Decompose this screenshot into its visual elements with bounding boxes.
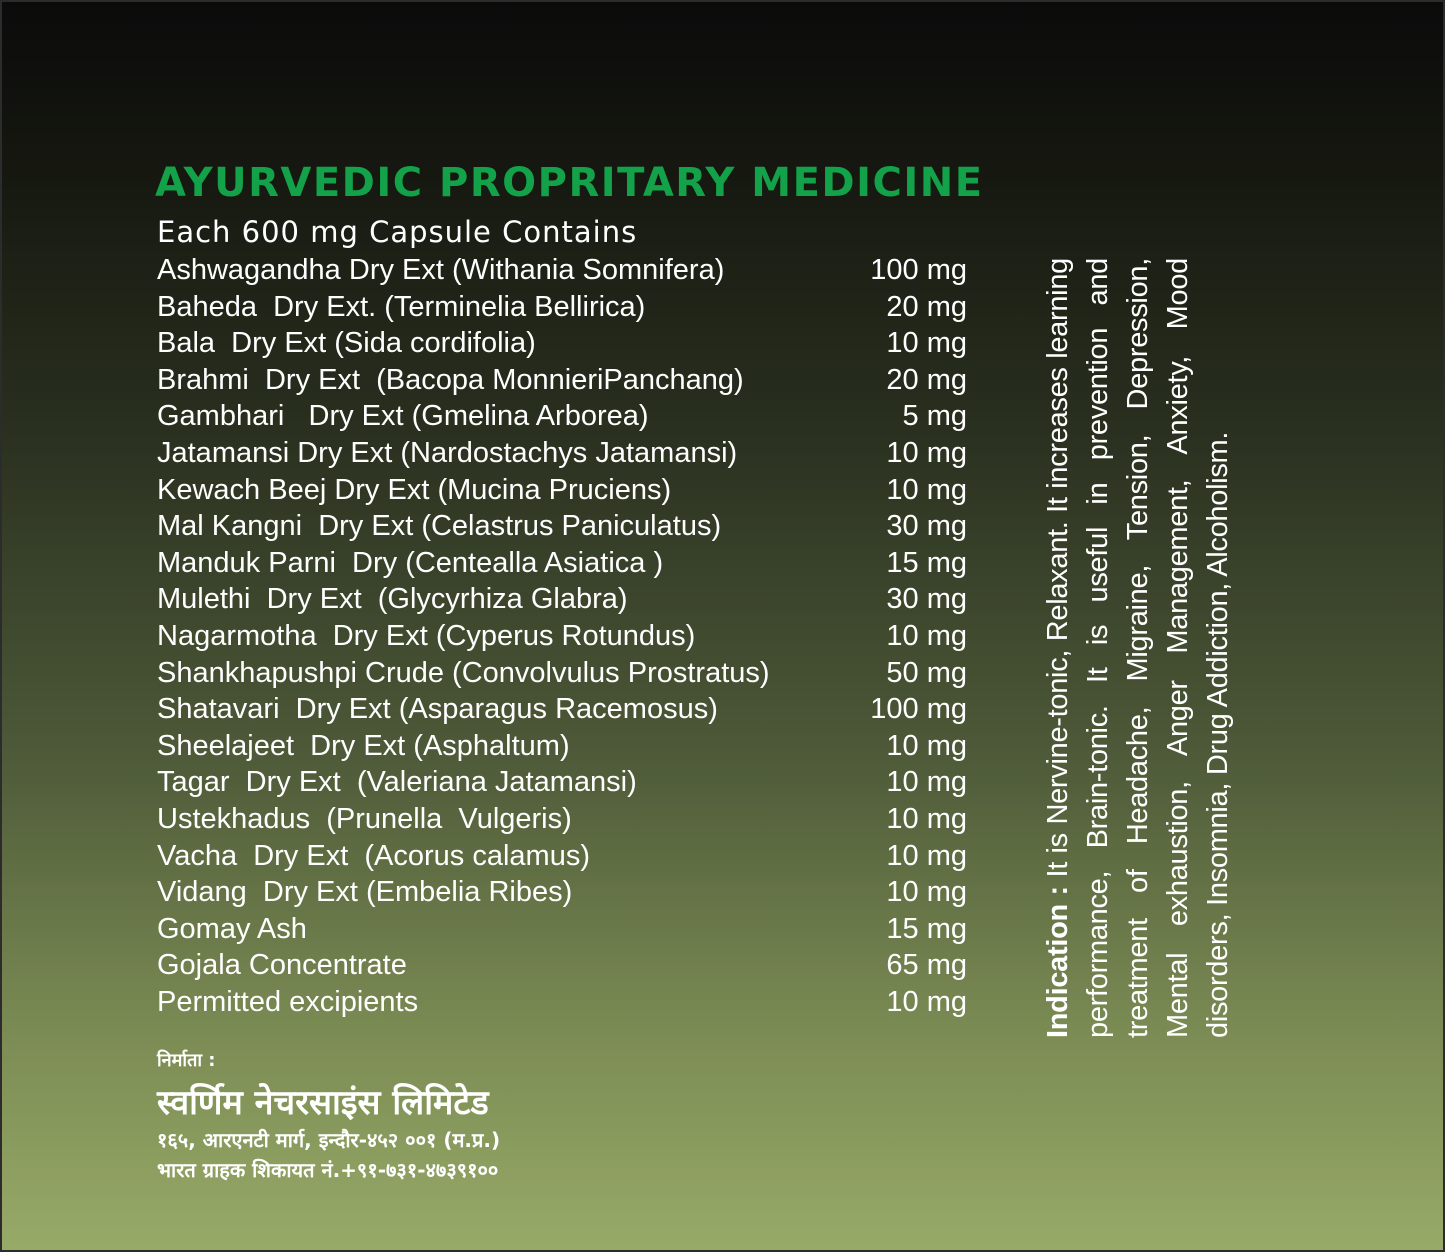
ingredient-name: Shatavari Dry Ext (Asparagus Racemosus) — [157, 693, 718, 726]
ingredient-row — [157, 874, 972, 911]
ingredient-row — [157, 838, 972, 875]
ingredient-quantity: 10 mg — [886, 985, 967, 1018]
ingredient-name: Vacha Dry Ext (Acorus calamus) — [157, 839, 590, 872]
ingredient-name: Baheda Dry Ext. (Terminelia Bellirica) — [157, 290, 646, 323]
ingredient-name: Nagarmotha Dry Ext (Cyperus Rotundus) — [157, 619, 696, 652]
ingredient-quantity: 15 mg — [886, 546, 967, 579]
ingredient-row — [157, 472, 972, 509]
ingredient-name: Kewach Beej Dry Ext (Mucina Pruciens) — [157, 473, 672, 506]
ingredient-quantity: 10 mg — [886, 619, 967, 652]
ingredient-name: Shankhapushpi Crude (Convolvulus Prostratus) — [157, 656, 770, 689]
ingredient-name: Jatamansi Dry Ext (Nardostachys Jatamansi) — [157, 436, 738, 469]
ingredient-quantity: 100 mg — [870, 693, 967, 726]
ingredient-row — [157, 252, 972, 289]
ingredients-list — [157, 252, 972, 1020]
ingredient-quantity: 10 mg — [886, 839, 967, 872]
ingredient-quantity: 10 mg — [886, 876, 967, 909]
ingredient-quantity: 10 mg — [886, 766, 967, 799]
manufacturer-address: १६५, आरएनटी मार्ग, इन्दौर-४५२ ००१ (म.प्र.) — [157, 1128, 501, 1152]
indication-body: It is Nervine-tonic, Relaxant. It increases learning performance, Brain-tonic. It is useful in prevention and treatment of Headache, Migraine, Tension, Depression, Mental exhaustion, Anger Management, Anxiety, Mood disorders, Insomnia, Drug Addiction, Alcoholism. — [1042, 258, 1234, 1038]
ingredient-name: Bala Dry Ext (Sida cordifolia) — [157, 327, 536, 360]
ingredient-quantity: 10 mg — [886, 802, 967, 835]
capsule-composition-heading: Each 600 mg Capsule Contains — [157, 215, 638, 249]
ingredient-row — [157, 508, 972, 545]
ingredient-name: Gomay Ash — [157, 912, 307, 945]
ingredient-row — [157, 435, 972, 472]
ingredient-quantity: 10 mg — [886, 436, 967, 469]
ingredient-row — [157, 325, 972, 362]
indication-label: Indication : — [1042, 886, 1074, 1038]
ingredient-row — [157, 764, 972, 801]
ingredient-row — [157, 581, 972, 618]
ingredient-quantity: 20 mg — [886, 363, 967, 396]
ingredient-row — [157, 655, 972, 692]
manufacturer-label: निर्माता : — [157, 1050, 216, 1071]
ingredient-name: Sheelajeet Dry Ext (Asphaltum) — [157, 729, 570, 762]
ingredient-name: Mal Kangni Dry Ext (Celastrus Paniculatus) — [157, 510, 722, 543]
ingredient-quantity: 100 mg — [870, 254, 967, 286]
ingredient-name: Mulethi Dry Ext (Glycyrhiza Glabra) — [157, 583, 628, 616]
ingredient-row — [157, 545, 972, 582]
ingredient-row — [157, 801, 972, 838]
ingredient-name: Gojala Concentrate — [157, 949, 407, 982]
ingredient-quantity: 20 mg — [886, 290, 967, 323]
ingredient-quantity: 10 mg — [886, 327, 967, 360]
ingredient-quantity: 5 mg — [902, 400, 967, 433]
ingredient-row — [157, 947, 972, 984]
ingredient-name: Permitted excipients — [157, 985, 419, 1018]
indication-block — [1038, 258, 1283, 1038]
ingredient-quantity: 10 mg — [886, 729, 967, 762]
ingredient-quantity: 50 mg — [886, 656, 967, 689]
ingredient-name: Manduk Parni Dry (Centealla Asiatica ) — [157, 546, 664, 579]
indication-text — [1038, 258, 1283, 1038]
ingredient-row — [157, 289, 972, 326]
manufacturer-contact: भारत ग्राहक शिकायत नं.+९१-७३१-४७३९१०० — [157, 1158, 499, 1182]
ingredient-row — [157, 691, 972, 728]
ingredient-row — [157, 618, 972, 655]
product-category-heading: AYURVEDIC PROPRITARY MEDICINE — [155, 160, 984, 206]
ingredient-row — [157, 911, 972, 948]
ingredient-row — [157, 362, 972, 399]
ingredient-quantity: 10 mg — [886, 473, 967, 506]
ingredient-row — [157, 728, 972, 765]
ingredient-row — [157, 398, 972, 435]
ingredient-name: Vidang Dry Ext (Embelia Ribes) — [157, 876, 573, 909]
ingredient-name: Ashwagandha Dry Ext (Withania Somnifera) — [157, 254, 725, 286]
ingredient-row — [157, 984, 972, 1021]
ingredient-name: Brahmi Dry Ext (Bacopa MonnieriPanchang) — [157, 363, 744, 396]
manufacturer-name: स्वर्णिम नेचरसाइंस लिमिटेड — [157, 1083, 489, 1123]
ingredient-name: Gambhari Dry Ext (Gmelina Arborea) — [157, 400, 649, 433]
ingredient-name: Tagar Dry Ext (Valeriana Jatamansi) — [157, 766, 637, 799]
ingredient-name: Ustekhadus (Prunella Vulgeris) — [157, 802, 572, 835]
ingredient-quantity: 30 mg — [886, 510, 967, 543]
ingredient-quantity: 65 mg — [886, 949, 967, 982]
ingredient-quantity: 15 mg — [886, 912, 967, 945]
ingredient-quantity: 30 mg — [886, 583, 967, 616]
